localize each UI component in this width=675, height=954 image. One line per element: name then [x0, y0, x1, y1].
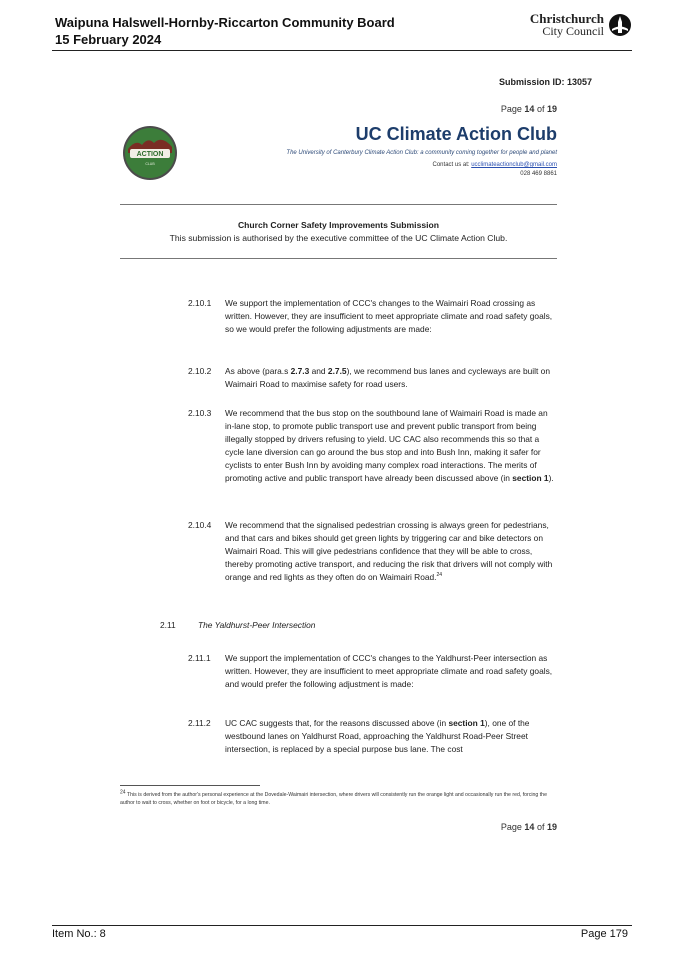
footnote-number: 24	[120, 789, 126, 796]
paragraph-number: 2.10.2	[188, 366, 212, 376]
paragraph-number: 2.11.1	[188, 653, 211, 663]
section-title: The Yaldhurst-Peer Intersection	[198, 620, 316, 630]
badge-text: ACTION	[136, 151, 164, 158]
footnote	[120, 791, 560, 807]
paragraph-2-10-1	[188, 297, 558, 336]
board-header	[55, 14, 395, 48]
paragraph-2-10-4	[188, 519, 558, 584]
meeting-date: 15 February 2024	[55, 32, 162, 47]
agenda-page-number: Page 179	[580, 928, 628, 940]
paragraph-text: We support the implementation of CCC's changes to the Waimairi Road crossing as written. However, they are insufficient to meet appropriate climate and road safety goals, so we would prefer the following adjustments are made:	[225, 298, 553, 334]
header-divider	[52, 50, 632, 51]
paragraph-text: We support the implementation of CCC's changes to the Yaldhurst-Peer intersection as written. However, they are insufficient to meet appropriate climate and road safety goals, and would prefer the following adjustment is made:	[225, 653, 553, 689]
paragraph-text: UC CAC suggests that, for the reasons discussed above (in section 1), one of the westbound lanes on Yaldhurst Road, approaching the Yaldhurst Road-Peer Street intersection, is replaced by a special purpose bus lane. The cost	[225, 718, 530, 754]
club-email-link[interactable]: ucclimateactionclub@gmail.com	[471, 162, 557, 168]
contact-prefix: Contact us at:	[432, 162, 472, 168]
club-badge-icon	[122, 125, 178, 181]
club-contact	[433, 161, 557, 179]
submission-id: Submission ID: 13057	[498, 77, 592, 87]
footnote-divider	[120, 785, 260, 786]
paragraph-number: 2.11.2	[188, 718, 211, 728]
board-name: Waipuna Halswell-Hornby-Riccarton Community Board	[55, 15, 395, 30]
page-number-bottom: Page 14 of 19	[500, 822, 557, 832]
footer-divider	[52, 925, 632, 926]
paragraph-number: 2.10.1	[188, 298, 212, 308]
paragraph-2-11-2	[188, 717, 558, 756]
footnote-ref: 24	[436, 572, 443, 579]
section-number: 2.11	[160, 620, 176, 630]
paragraph-number: 2.10.3	[188, 408, 212, 418]
paragraph-2-11-1	[188, 652, 558, 691]
badge-text-small: CLUB	[145, 162, 155, 166]
paragraph-text: As above (para.s 2.7.3 and 2.7.5), we recommend bus lanes and cycleways are built on Waimairi Road to maximise safety for road users.	[225, 366, 550, 389]
page-number-top: Page 14 of 19	[500, 104, 557, 114]
ccc-logo	[530, 12, 632, 38]
banner-divider-bottom	[120, 258, 557, 259]
section-2-11-heading	[160, 620, 315, 630]
logo-line-2: City Council	[542, 24, 604, 38]
paragraph-text: We recommend that the bus stop on the southbound lane of Waimairi Road is made an in-lane stop, to promote public transport use and prevent public transport from being illegally stopped by drivers refusing to yield. UC CAC also recommends this so that a cycle lane diversion can go around the bus stop and into Bush Inn, making it safer for cyclists to enter Bush Inn by avoiding many complex road interactions. The merits of promoting active and public transport have already been discussed above (in section 1).	[225, 408, 554, 483]
club-tagline: The University of Canterbury Climate Action Club: a community coming together for people and planet	[286, 150, 557, 156]
submission-title: Church Corner Safety Improvements Submission	[237, 220, 440, 230]
logo-line-1: Christchurch	[529, 11, 604, 26]
item-number: Item No.: 8	[52, 928, 106, 940]
submission-description: This submission is authorised by the executive committee of the UC Climate Action Club.	[169, 233, 508, 243]
banner-divider-top	[120, 204, 557, 205]
paragraph-2-10-2	[188, 365, 558, 391]
footnote-text: This is derived from the author's personal experience at the Dovedale-Waimairi intersection, where drivers will consistently run the orange light and occasionally run the red, forcing the author to wait to cross, whether on foot or bicycle, for a long time.	[120, 792, 547, 806]
paragraph-text: We recommend that the signalised pedestrian crossing is always green for pedestrians, and that cars and bikes should get green lights by triggering car and bike detectors on Waimairi Road. This will give pedestrians confidence that they will be able to cross, thereby promoting active transport, and reducing the risk that drivers will not comply with orange and red lights as they often do on Waimairi Road.$^{24}$	[225, 520, 553, 582]
club-phone: 028 469 8861	[520, 171, 557, 177]
club-name: UC Climate Action Club	[355, 124, 557, 144]
cathedral-icon	[608, 13, 632, 37]
paragraph-number: 2.10.4	[188, 520, 212, 530]
paragraph-2-10-3	[188, 407, 558, 485]
